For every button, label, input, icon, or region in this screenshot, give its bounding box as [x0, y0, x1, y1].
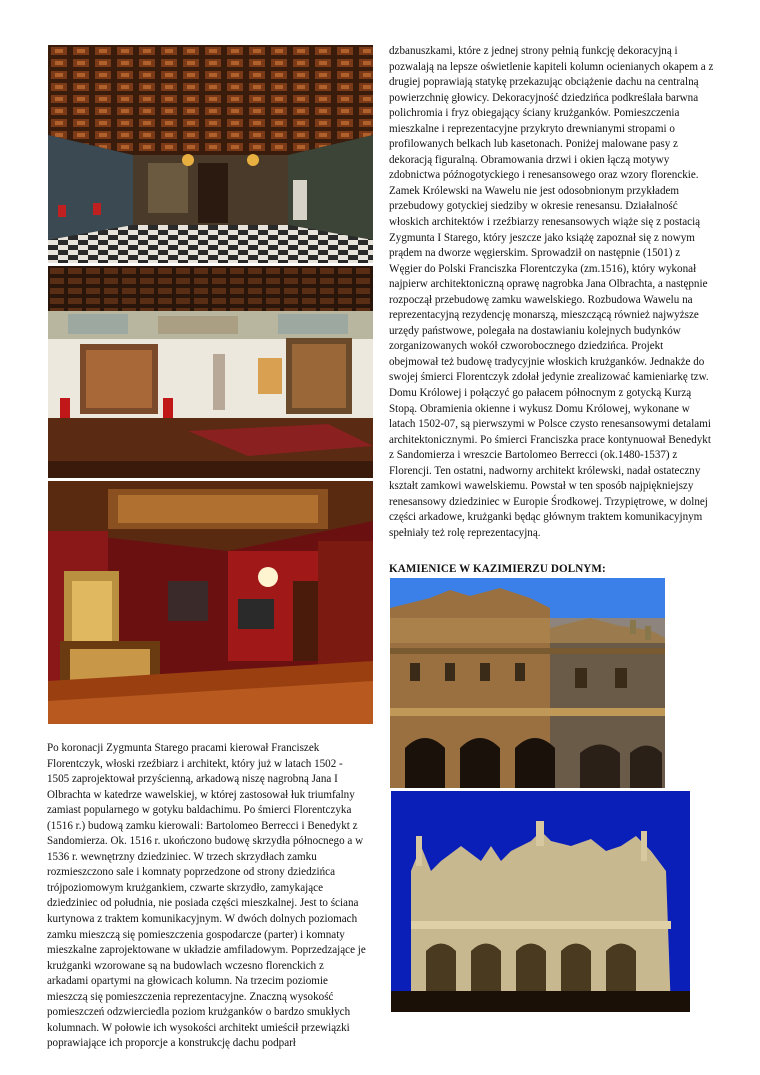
- section-heading: KAMIENICE W KAZIMIERZU DOLNYM:: [389, 563, 606, 575]
- kamienica-facade-daylight-photo: [390, 578, 672, 788]
- wawel-hall-coffered-ceiling-photo: [48, 45, 373, 263]
- left-column-paragraph: Po koronacji Zygmunta Starego pracami kierował Franciszek Florentczyk, włoski rzeźbiarz i architekt, który już w latach 1502 - 1505 zaprojektował przyścienną, arkadową niszę nagrobną Jana I Olbrachta w katedrze wawelskiej, w której zastosował łuk triumfalny zamiast popularnego w gotyku baldachimu. Po śmierci Florentczyka (1516 r.) budową zamku kierowali: Bartolomeo Berrecci i Benedykt z Sandomierza. Ok. 1516 r. ukończono budowę skrzydła północnego a w 1536 r. wewnętrzny dziedziniec. W trzech skrzydłach zamku rozmieszczono sale i komnaty poprzedzone od strony dziedzińca trójpoziomowym krużgankiem, czwarte skrzydło, zamykające dziedziniec od południa, nie posiada części mieszkalnej. Jest to ściana kurtynowa z traktem komunikacyjnym. W dwóch dolnych poziomach zamku mieszczą się pomieszczenia gospodarcze (parter) i komnaty mieszkalne zaprojektowane w układzie amfiladowym. Poprzedzające je krużganki wzorowane są na budowlach wczesno florenckich z arkadami opartymi na głowicach kolumn. Na trzecim poziomie mieszczą się pomieszczenia reprezentacyjne. Znaczną wysokość pomieszczeń odzwierciedla poziom krużganków o bardzo smukłych kolumnach. W połowie ich wysokości architekt umieścił przewiązki poprawiające ich proporcje a konstrukcję dachu podparł: [47, 742, 366, 1050]
- right-column-paragraph: dzbanuszkami, które z jednej strony pełnią funkcję dekoracyjną i pozwalają na lepsze oświetlenie kapiteli kolumn ocienianych okapem a z drugiej poprawiają statykę przekazując obciążenie dachu na centralną powierzchnię głowicy. Dekoracyjność dziedzińca podkreślała barwna polichromia i fryz obiegający ściany krużganków. Pomieszczenia mieszkalne i reprezentacyjne przykryto drewnianymi stropami o profilowanych belkach lub kasetonach. Poniżej malowane pasy z dekoracją figuralną. Obramowania drzwi i okien łączą motywy zdobnictwa późnogotyckiego i renesansowego oraz wzory florenckie. Zamek Królewski na Wawelu nie jest odosobnionym przykładem przebudowy gotyckiej siedziby w okresie renesansu. Działalność włoskich architektów i rzeźbiarzy renesansowych wiąże się z postacią Zygmunta I Starego, który jeszcze jako książę zapoznał się z nowym prądem na dworze węgierskim. Sprowadził on następnie (1501) z Węgier do Polski Franciszka Florentczyka (zm.1516), który wykonał najpierw architektoniczną oprawę nagrobka Jana Olbrachta, a następnie rozpoczął przebudowę zamku wawelskiego. Rozbudowa Wawelu na reprezentacyjną rezydencję monarszą, mieszczącą również najwyższe urzędy państwowe, polegała na dostawianiu kolejnych budynków zorganizowanych wokół czworobocznego dziedzińca. Projekt obejmował też budowę tradycyjnie włoskich krużganków. Jednakże do swojej śmierci Florentczyk zdołał jedynie zrealizować kamieniarkę tzw. Domu Królowej i połączyć go pałacem północnym z gotycką Kurzą Stopą. Obramienia okienne i wykusz Domu Królowej, wykonane w latach 1502-07, są pierwszymi w Polsce czysto renesansowymi detalami architektonicznymi. Po śmierci Franciszka prace kontynuował Benedykt z Sandomierza i wreszcie Bartolomeo Berrecci (ok.1480-1537) z Florencji. Ten ostatni, nadworny architekt królewski, nadał ostateczny kształt zamkowi wawelskiemu. Powstał w ten sposób najpiękniejszy renesansowy dziedziniec w Europie Środkowej. Trzypiętrowe, w dolnej części arkadowe, krużganki będąc głównym traktem komunikacyjnym spełniały też rolę reprezentacyjną.: [389, 45, 714, 539]
- left-column-text: [47, 741, 367, 1052]
- wawel-hall-tapestries-photo: [48, 266, 373, 478]
- right-column-text: [389, 44, 714, 542]
- kamienica-facade-night-photo: [391, 791, 690, 1012]
- wawel-red-chamber-photo: [48, 481, 373, 724]
